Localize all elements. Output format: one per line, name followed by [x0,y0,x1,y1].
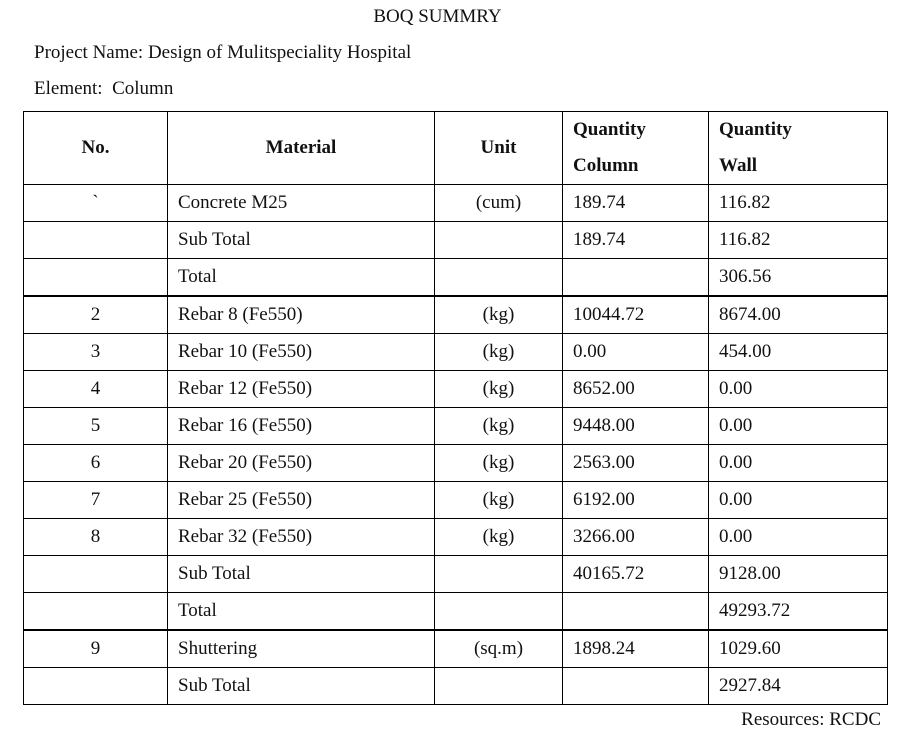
cell-quantity-wall: 0.00 [709,408,888,445]
cell-unit [435,259,563,297]
cell-no: 3 [24,334,168,371]
cell-no: 9 [24,630,168,668]
cell-no [24,556,168,593]
header-unit: Unit [435,112,563,185]
table-row [24,185,888,222]
element-line: Element: Column [34,78,174,99]
cell-no: 4 [24,371,168,408]
table-row [24,519,888,556]
cell-material: Shuttering [168,630,435,668]
cell-quantity-wall: 306.56 [709,259,888,297]
header-material: Material [168,112,435,185]
boq-table [23,111,888,705]
cell-material: Rebar 10 (Fe550) [168,334,435,371]
header-quantity-wall-line1: Quantity [719,119,792,140]
cell-quantity-wall: 1029.60 [709,630,888,668]
cell-quantity-column: 9448.00 [563,408,709,445]
cell-quantity-column: 189.74 [563,185,709,222]
table-header-row [24,112,888,185]
cell-quantity-column: 6192.00 [563,482,709,519]
cell-quantity-wall: 116.82 [709,222,888,259]
table-row [24,482,888,519]
cell-quantity-wall: 2927.84 [709,668,888,705]
header-quantity-column [563,112,709,185]
cell-quantity-column: 3266.00 [563,519,709,556]
cell-quantity-column: 8652.00 [563,371,709,408]
cell-no [24,259,168,297]
cell-unit [435,222,563,259]
cell-no: 6 [24,445,168,482]
cell-material: Rebar 32 (Fe550) [168,519,435,556]
table-row [24,668,888,705]
cell-material: Rebar 16 (Fe550) [168,408,435,445]
cell-unit [435,668,563,705]
cell-quantity-column: 2563.00 [563,445,709,482]
cell-material: Rebar 8 (Fe550) [168,296,435,334]
cell-unit [435,556,563,593]
cell-material: Concrete M25 [168,185,435,222]
cell-no [24,593,168,631]
cell-quantity-wall: 116.82 [709,185,888,222]
cell-quantity-wall: 8674.00 [709,296,888,334]
cell-no: 8 [24,519,168,556]
table-row [24,593,888,631]
table-row [24,222,888,259]
table-row [24,408,888,445]
cell-quantity-column: 189.74 [563,222,709,259]
cell-quantity-wall: 0.00 [709,519,888,556]
cell-quantity-wall: 0.00 [709,445,888,482]
cell-quantity-wall: 9128.00 [709,556,888,593]
cell-quantity-column: 1898.24 [563,630,709,668]
header-quantity-wall-line2: Wall [719,155,758,176]
table-row [24,259,888,297]
cell-quantity-column [563,593,709,631]
table-row [24,556,888,593]
cell-no: 7 [24,482,168,519]
cell-unit: (kg) [435,445,563,482]
project-name-line: Project Name: Design of Mulitspeciality Hospital [34,42,412,63]
cell-material: Rebar 20 (Fe550) [168,445,435,482]
cell-quantity-column: 10044.72 [563,296,709,334]
cell-quantity-wall: 0.00 [709,371,888,408]
header-quantity-column-line2: Column [573,155,639,176]
cell-unit: (cum) [435,185,563,222]
cell-quantity-wall: 0.00 [709,482,888,519]
cell-unit: (kg) [435,519,563,556]
header-quantity-wall [709,112,888,185]
cell-quantity-column: 40165.72 [563,556,709,593]
cell-unit: (kg) [435,296,563,334]
cell-unit: (kg) [435,408,563,445]
cell-material: Total [168,259,435,297]
cell-material: Total [168,593,435,631]
cell-material: Sub Total [168,556,435,593]
cell-quantity-column [563,668,709,705]
cell-material: Rebar 12 (Fe550) [168,371,435,408]
cell-no: 2 [24,296,168,334]
cell-unit: (kg) [435,334,563,371]
table-row [24,445,888,482]
document-title: BOQ SUMMRY [373,6,502,27]
cell-quantity-column: 0.00 [563,334,709,371]
resources-footer: Resources: RCDC [741,709,881,730]
cell-no [24,668,168,705]
table-row [24,630,888,668]
cell-quantity-column [563,259,709,297]
cell-material: Sub Total [168,668,435,705]
header-no: No. [24,112,168,185]
cell-quantity-wall: 49293.72 [709,593,888,631]
cell-no [24,222,168,259]
cell-material: Rebar 25 (Fe550) [168,482,435,519]
cell-unit: (sq.m) [435,630,563,668]
cell-unit [435,593,563,631]
cell-no: 5 [24,408,168,445]
cell-unit: (kg) [435,371,563,408]
table-row [24,296,888,334]
table-row [24,371,888,408]
cell-material: Sub Total [168,222,435,259]
cell-no: ` [24,185,168,222]
cell-unit: (kg) [435,482,563,519]
table-row [24,334,888,371]
cell-quantity-wall: 454.00 [709,334,888,371]
header-quantity-column-line1: Quantity [573,119,646,140]
